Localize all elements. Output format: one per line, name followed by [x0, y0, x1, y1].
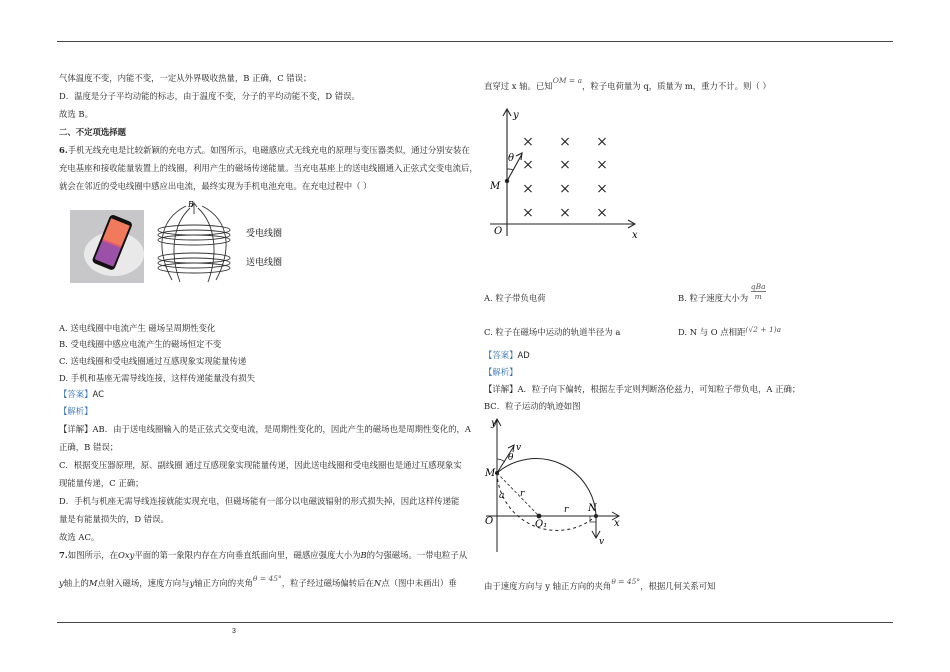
field-cross: ×: [596, 134, 608, 150]
q7-detail-1: 【详解】A．粒子向下偏转，根据左手定则判断洛伦兹力，可知粒子带负电，A 正确；: [484, 384, 801, 394]
q7-l1e: 的匀强磁场。一带电粒子从: [366, 550, 468, 560]
fig-b-label: B: [188, 200, 194, 209]
phone-charging-photo: [70, 210, 144, 283]
field-cross: ×: [559, 157, 571, 173]
fig2-theta-label: θ: [508, 453, 514, 463]
q7-answer: [484, 349, 530, 361]
fig1-x-label: x: [632, 230, 638, 241]
q7-theta-math: θ = 45°: [252, 574, 282, 583]
q7-answer-value: AD: [517, 350, 530, 360]
fig2-m-label: M: [485, 468, 496, 479]
q7-option-b-fraction: [751, 282, 766, 301]
q6-detail-4: 现能量传递，C 正确；: [59, 478, 144, 488]
footer-rule: [57, 622, 893, 623]
q7-l2a: y: [59, 578, 64, 588]
fraction-numerator: qBa: [750, 282, 766, 291]
left-line-3: 故选 B。: [59, 109, 93, 119]
q7-line-1: [59, 549, 467, 561]
q6-analysis-tag: 【解析】: [59, 406, 93, 416]
q6-line-1: [59, 144, 470, 156]
fig2-y-label: y: [491, 418, 497, 429]
fig2-o1-label: O₁: [535, 519, 548, 530]
q6-detail-3: C．根据变压器原理，原、副线圈 通过互感现象实现能量传递，因此送电线圈和受电线圈也是通过互感现象实: [59, 460, 462, 470]
om-math: OM = a: [552, 76, 583, 85]
section-title: 二、不定项选择题: [59, 127, 126, 137]
field-cross: ×: [559, 181, 571, 197]
q6-text-1: 手机无线充电是比较新颖的充电方式。如图所示，电磁感应式无线充电的原理与变压器类似，通过分别安装在: [67, 145, 470, 155]
fraction-denominator: m: [751, 291, 766, 301]
q7-option-b-text: B. 粒子速度大小为: [678, 293, 749, 303]
fig2-x-label: x: [614, 518, 620, 529]
q7-l2f: 轴正方向的夹角: [194, 578, 253, 588]
fig-send-label: 送电线圈: [246, 258, 283, 268]
q7-option-d-math: (√2 + 1)a: [745, 325, 782, 334]
q7-l2c: M: [88, 578, 98, 588]
q6-line-3: 就会在邻近的受电线圈中感应出电流，最终实现为手机电池充电。在充电过程中（ ）: [59, 181, 372, 191]
q6-option-b: B. 受电线圈中感应电流产生的磁场恒定不变: [59, 339, 222, 349]
fig1-m-label: M: [490, 181, 501, 192]
fig2-v-label-top: v: [516, 443, 522, 453]
field-cross: ×: [522, 181, 534, 197]
q7-option-a: A. 粒子带负电荷: [484, 293, 546, 303]
q6-detail-1: 【详解】AB．由于送电线圈输入的是正弦式交变电流，是周期性变化的，因此产生的磁场也是周期性变化的，A: [59, 424, 471, 434]
q7-detail-2: BC．粒子运动的轨迹如图: [484, 401, 581, 411]
q6-answer: [59, 388, 104, 400]
q6-option-c: C. 送电线圈和受电线圈通过互感现象实现能量传递: [59, 356, 247, 366]
field-cross: ×: [522, 134, 534, 150]
fig2-a-label: a: [499, 491, 505, 501]
q6-number: 6.: [59, 145, 68, 155]
q7-l2e: y: [189, 578, 195, 588]
q7-l2h: ，粒子经过磁场偏转后在: [281, 578, 374, 588]
field-cross: ×: [596, 205, 608, 221]
q7-l1d: B: [360, 550, 367, 560]
q6-answer-tag: 【答案】: [59, 389, 93, 399]
fig1-theta-label: θ: [508, 153, 515, 164]
magnetic-field-figure: [482, 104, 642, 244]
q6-answer-value: AC: [92, 389, 104, 399]
q7-l1c: 平面的第一象限内存在方向垂直纸面向里，磁感应强度大小为: [134, 550, 361, 560]
fig2-r-label-diag: r: [520, 489, 525, 499]
trajectory-figure: [482, 412, 632, 562]
q7-option-b: [678, 282, 766, 311]
q7-l1a: 如图所示，在: [67, 550, 118, 560]
q7-line-2: [59, 574, 457, 590]
bottom-theta-math: θ = 45°: [611, 577, 641, 586]
field-cross: ×: [522, 205, 534, 221]
q6-option-a: A. 送电线圈中电流产生 磁场呈周期性变化: [59, 323, 216, 333]
fig1-o-label: O: [494, 226, 503, 237]
q7-option-d: [678, 326, 781, 339]
q7-l1b: Oxy: [118, 550, 135, 560]
q7-answer-tag: 【答案】: [484, 350, 518, 360]
field-cross: ×: [559, 134, 571, 150]
header-rule: [57, 41, 893, 42]
right-top-pre: 直穿过 x 轴。已知: [484, 81, 553, 91]
q7-option-c: C. 粒子在磁场中运动的轨道半径为 a: [484, 327, 621, 337]
q6-detail-7: 故选 AC。: [59, 532, 100, 542]
q7-l2i: N: [373, 578, 382, 588]
field-cross: ×: [596, 181, 608, 197]
page-number: 3: [232, 628, 236, 635]
q7-l2j: 点（图中未画出）垂: [381, 578, 457, 588]
field-cross: ×: [522, 157, 534, 173]
right-top-post: ，粒子电荷量为 q，质量为 m，重力不计。则（ ）: [582, 81, 771, 91]
field-cross: ×: [559, 205, 571, 221]
q6-detail-2: 正确，B 错误；: [59, 442, 119, 452]
fig2-n-label: N: [588, 503, 597, 514]
right-top-line: [484, 76, 771, 93]
fig2-o-label: O: [485, 516, 494, 527]
fig2-r-label-horiz: r: [564, 505, 569, 515]
left-line-1: 气体温度不变，内能不变，一定从外界吸收热量，B 正确，C 错误；: [59, 73, 312, 83]
q7-option-d-text: D. N 与 O 点相距: [678, 327, 746, 337]
left-line-2: D．温度是分子平均动能的标志，由于温度不变，分子的平均动能不变，D 错误。: [59, 91, 360, 101]
q6-detail-5: D．手机与机座无需导线连接就能实现充电，但磁场能有一部分以电磁波辐射的形式损失掉，因此这样传递能: [59, 496, 460, 506]
q7-number: 7.: [59, 550, 68, 560]
fig1-y-label: y: [513, 110, 519, 121]
field-cross: ×: [596, 157, 608, 173]
fig2-v-label-bottom: v: [599, 537, 605, 547]
bottom-post: ，根据几何关系可知: [640, 581, 716, 591]
q7-l2d: 点射入磁场，速度方向与: [97, 578, 190, 588]
q7-l2b: 轴上的: [63, 578, 89, 588]
q6-detail-6: 量是有能量损失的，D 错误。: [59, 514, 169, 524]
bottom-line: [484, 577, 716, 593]
q6-line-2: 充电基座和接收能量装置上的线圈，利用产生的磁场传递能量。当充电基座上的送电线圈通入正弦式交变电流后，: [59, 163, 478, 173]
coil-diagram: [150, 200, 300, 292]
bottom-pre: 由于速度方向与 y 轴正方向的夹角: [484, 581, 612, 591]
q6-option-d: D. 手机和基座无需导线连接，这样传递能量没有损失: [59, 373, 255, 383]
q7-analysis-tag: 【解析】: [484, 367, 518, 377]
fig-receive-label: 受电线圈: [246, 229, 283, 239]
